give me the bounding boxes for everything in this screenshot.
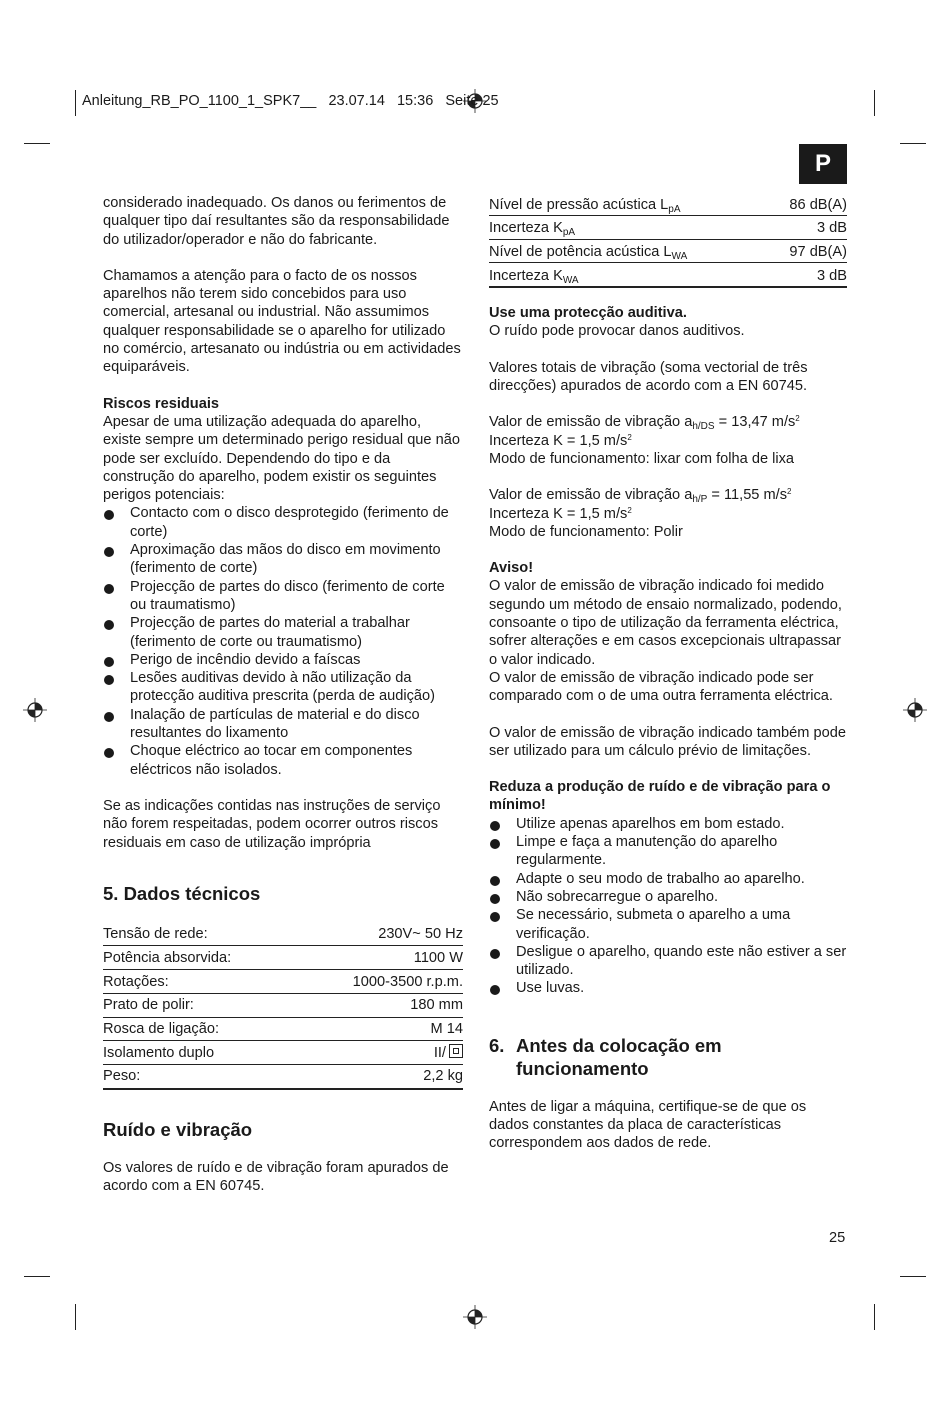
vibration-sub: h/DS [692, 421, 715, 433]
crop-mark [24, 143, 50, 144]
table-row [103, 923, 463, 946]
row-label-sub: WA [562, 274, 579, 286]
header-time: 15:36 [396, 93, 434, 109]
header-date: 23.07.14 [328, 93, 385, 109]
vibration-number: = 11,55 m/s [707, 487, 787, 504]
crop-mark [874, 90, 875, 116]
squared: 2 [627, 505, 632, 515]
paragraph: Antes de ligar a máquina, certifique-se de que os dados constantes da placa de características correspondem aos dados de rede. [489, 1098, 807, 1152]
row-label: Rosca de ligação: [103, 1017, 296, 1041]
crop-mark [874, 1304, 875, 1330]
crop-mark [75, 90, 76, 116]
row-value: 86 dB(A) [766, 192, 847, 215]
risks-list [103, 504, 463, 778]
row-value: 1100 W [296, 946, 463, 970]
reduce-heading: Reduza a produção de ruído e de vibração para o mínimo! [489, 779, 831, 814]
list-item: Projecção de partes do disco (ferimento de corte ou traumatismo) [103, 578, 463, 615]
mode-2: Modo de funcionamento: Polir [489, 523, 683, 540]
paragraph: O ruído pode provocar danos auditivos. [489, 323, 745, 340]
header-file: Anleitung_RB_PO_1100_1_SPK7__ [82, 93, 317, 109]
table-row [103, 1041, 463, 1065]
list-item: Desligue o aparelho, quando este não estiver a ser utilizado. [489, 943, 847, 980]
list-item: Utilize apenas aparelhos em bom estado. [489, 815, 847, 833]
row-label: Prato de polir: [103, 993, 296, 1017]
crop-mark [75, 1304, 76, 1330]
squared: 2 [795, 414, 800, 424]
paragraph: Se as indicações contidas nas instruções de serviço não forem respeitadas, podem ocorrer outros riscos residuais em caso de utilização imprópria [103, 797, 441, 851]
row-label: Incerteza K [489, 220, 563, 237]
language-badge: P [799, 144, 847, 184]
uncertainty-1 [489, 432, 847, 450]
crop-mark [900, 1276, 926, 1277]
tech-data-table [103, 923, 463, 1090]
list-item: Contacto com o disco desprotegido (ferimento de corte) [103, 504, 463, 541]
registration-mark-icon [463, 1305, 487, 1329]
table-row [489, 215, 847, 239]
double-insulation-icon [449, 1044, 463, 1058]
ear-protection-heading: Use uma protecção auditiva. [489, 305, 687, 322]
paragraph: O valor de emissão de vibração indicado pode ser comparado com o de uma outra ferramenta eléctrica. [489, 669, 833, 705]
uncertainty-text: Incerteza K = 1,5 m/s [489, 505, 628, 522]
uncertainty-2 [489, 505, 847, 523]
squared: 2 [627, 432, 632, 442]
row-value: 3 dB [766, 263, 847, 287]
row-label: Rotações: [103, 970, 296, 994]
list-item: Inalação de partículas de material e do disco resultantes do lixamento [103, 706, 463, 743]
list-item: Aproximação das mãos do disco em movimento (ferimento de corte) [103, 541, 463, 578]
row-label: Isolamento duplo [103, 1041, 296, 1065]
row-label-sub: pA [562, 227, 576, 239]
uncertainty-text: Incerteza K = 1,5 m/s [489, 432, 628, 449]
section-number: 6. [489, 1034, 505, 1056]
list-item: Use luvas. [489, 979, 847, 997]
mode-1: Modo de funcionamento: lixar com folha de lixa [489, 450, 795, 467]
paragraph: Valores totais de vibração (soma vectorial de três direcções) apurados de acordo com a EN 60745. [489, 359, 808, 395]
row-value: 230V~ 50 Hz [296, 923, 463, 946]
paragraph: considerado inadequado. Os danos ou ferimentos de qualquer tipo daí resultantes são da responsabilidade do utilizador/operador e não do fabricante. [103, 195, 450, 248]
table-row [103, 970, 463, 994]
paragraph: Apesar de uma utilização adequada do aparelho, existe sempre um determinado perigo residual que não pode ser excluído. Dependendo do tipo e da construção do aparelho, podem existir os seguintes perigos potenciais: [103, 413, 460, 504]
row-label: Tensão de rede: [103, 923, 296, 946]
table-row [103, 993, 463, 1017]
paragraph: Chamamos a atenção para o facto de os nossos aparelhos não terem sido concebidos para uso comercial, artesanal ou industrial. Não assumimos qualquer responsabilidade se o aparelho for utilizado no comércio, artesanato ou indústria ou em actividades equiparáveis. [103, 267, 461, 376]
list-item: Não sobrecarregue o aparelho. [489, 888, 847, 906]
crop-mark [24, 1276, 50, 1277]
list-item: Perigo de incêndio devido a faíscas [103, 651, 463, 669]
table-row [489, 192, 847, 215]
warning-heading: Aviso! [489, 560, 534, 577]
section-title-6 [489, 1034, 847, 1080]
table-row [489, 239, 847, 263]
row-value: 180 mm [296, 993, 463, 1017]
vibration-sub: h/P [692, 494, 708, 506]
risks-heading: Riscos residuais [103, 395, 219, 412]
section-title-noise: Ruído e vibração [103, 1118, 253, 1140]
table-row [103, 1017, 463, 1041]
crop-mark [900, 143, 926, 144]
print-header [82, 93, 499, 109]
row-value: 2,2 kg [296, 1064, 463, 1088]
row-value: 97 dB(A) [766, 239, 847, 263]
row-label: Nível de potência acústica L [489, 244, 672, 261]
row-label-sub: pA [668, 203, 681, 215]
registration-mark-icon [23, 698, 47, 722]
list-item: Projecção de partes do material a trabalhar (ferimento de corte ou traumatismo) [103, 614, 463, 651]
vibration-label: Valor de emissão de vibração a [489, 414, 693, 431]
noise-table [489, 192, 847, 288]
paragraph: Os valores de ruído e de vibração foram apurados de acordo com a EN 60745. [103, 1159, 449, 1194]
row-label-sub: WA [671, 251, 688, 263]
vibration-value-1 [489, 413, 847, 431]
paragraph: O valor de emissão de vibração indicado também pode ser utilizado para um cálculo prévio de limitações. [489, 724, 846, 759]
vibration-value-2 [489, 486, 847, 504]
list-item: Lesões auditivas devido à não utilização da protecção auditiva prescrita (perda de audição) [103, 669, 463, 706]
row-label: Nível de pressão acústica L [489, 196, 669, 213]
table-row [103, 946, 463, 970]
row-label: Peso: [103, 1064, 296, 1088]
header-page: Seite 25 [445, 93, 499, 109]
reduce-list [489, 815, 847, 998]
list-item: Limpe e faça a manutenção do aparelho regularmente. [489, 833, 847, 870]
row-label: Potência absorvida: [103, 946, 296, 970]
paragraph: O valor de emissão de vibração indicado foi medido segundo um método de ensaio normalizado, podendo, consoante o tipo de utilização da ferramenta eléctrica, sofrer alterações e em casos excepcionais ultrapassar o valor indicado. [489, 578, 842, 668]
section-title-text: Antes da colocação em funcionamento [516, 1034, 722, 1079]
vibration-number: = 13,47 m/s [714, 414, 796, 431]
section-title-tech: 5. Dados técnicos [103, 882, 261, 904]
list-item: Se necessário, submeta o aparelho a uma verificação. [489, 906, 847, 943]
squared: 2 [787, 487, 792, 497]
row-value: 3 dB [766, 215, 847, 239]
list-item: Adapte o seu modo de trabalho ao aparelho. [489, 870, 847, 888]
vibration-label: Valor de emissão de vibração a [489, 487, 693, 504]
row-value: 1000-3500 r.p.m. [296, 970, 463, 994]
table-row [489, 263, 847, 287]
left-column [103, 194, 463, 1195]
row-value: II/ [433, 1044, 446, 1061]
page-number: 25 [829, 1230, 846, 1246]
table-row [103, 1064, 463, 1088]
row-label: Incerteza K [489, 267, 563, 284]
list-item: Choque eléctrico ao tocar em componentes eléctricos não isolados. [103, 742, 463, 779]
row-value: M 14 [296, 1017, 463, 1041]
right-column [489, 192, 847, 1153]
registration-mark-icon [903, 698, 927, 722]
